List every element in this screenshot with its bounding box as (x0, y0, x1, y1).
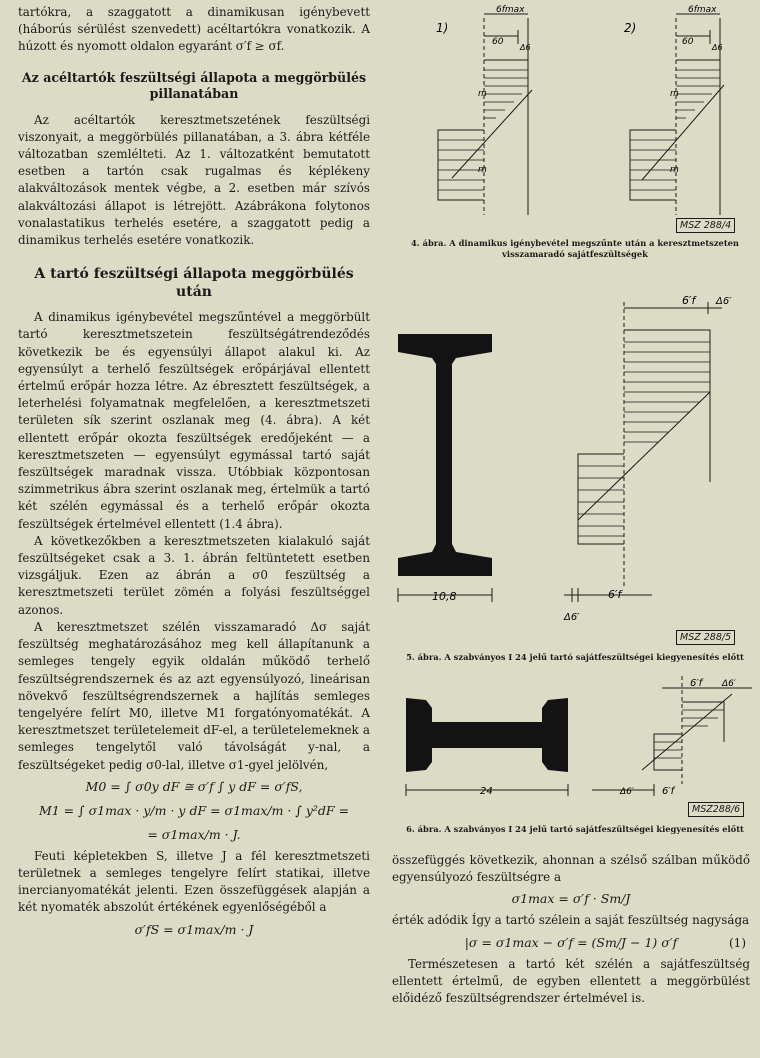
fig6-width: 24 (480, 786, 493, 797)
figure-5-tag: MSZ 288/5 (676, 630, 735, 645)
paragraph: Feuti képletekben S, illetve J a fél keresztmetszeti területnek a semleges tengelyre felírt statikai, illetve inercianyomatékát jelenti. Ezen összefüggések alapján a két nyomaték abszolút értékének egyenlőségéből a (18, 848, 370, 915)
fig4-delta-sigma: Δ6 (520, 43, 531, 52)
paragraph: A keresztmetszet szélén visszamaradó Δσ saját feszültség meghatározásához meg kell állapítanunk a semleges tengely egyik oldalán működő terhelő feszültségrendszernek és az azt egyensúlyozó, lineárisan növekvő feszültségrendszernek a hajlítás semleges tengelyére felírt M0, illetve M1 forgatónyomatékát. A keresztmetszet területelemeit dF-el, a területelemeknek a semleges tengelytől való távolságát y-nal, a feszültségeket pedig σ0-lal, illetve σ1-gyel jelölvén, (18, 619, 370, 772)
fig5-delta-sigma: Δ6′ (716, 296, 732, 307)
figure-5-caption: 5. ábra. A szabványos I 24 jelű tartó sajátfeszültségei kiegyenesítés előtt (406, 652, 744, 662)
fig6-sigma-f: 6′f (662, 786, 675, 797)
fig4-delta-sigma: Δ6 (712, 43, 723, 52)
i-beam-profile-icon (406, 698, 568, 772)
paragraph: A dinamikus igénybevétel megszűntével a meggörbült tartó keresztmetszetein feszültségátrendeződés következik be és egyensúlyi állapot alakul ki. Az egyensúlyt a terhelő feszültségek erőpárjával ellentett értelmű erőpár hozza létre. Az ébresztett feszültségek, a leterhelési folyamatnak megfelelően, a keresztmetszeti területen sík szerint oszlanak meg (4. ábra). A két ellentett erőpár okozta feszültségek eredőjeként — a keresztmetszeten — egyensúlyt egymással tartó saját feszültségek maradnak vissza. Utóbbiak központosan szimmetrikus ábra szerint oszlanak meg, értelmük a tartó két szélén egymással és a terhelő erőpár okozta feszültségek értelmével ellentett (1.4 ábra). (18, 310, 370, 531)
fig4-sigma-fmax: 6fmax (688, 5, 717, 15)
i-beam-profile-icon (398, 334, 492, 576)
equation: = σ1max/m · J. (147, 826, 241, 842)
fig4-label-2: 2) (624, 21, 637, 35)
equation: M1 = ∫ σ1max · y/m · y dF = σ1max/m · ∫ y²dF = (38, 802, 350, 818)
section-heading: A tartó feszültségi állapota meggörbülés után (34, 266, 354, 301)
figure-4-tag: MSZ 288/4 (676, 218, 735, 233)
figure-5-diagram (392, 282, 760, 622)
fig4-m: m (478, 89, 487, 99)
paragraph: A következőkben a keresztmetszeten kialakuló saját feszültségeket csak a 3. 1. ábrán feltüntetett esetben vizsgáljuk. Ezen az ábrán a σ0 feszültség a keresztmetszeti terület zömén a folyási feszültséggel azonos. (18, 533, 370, 617)
section-heading: Az acéltartók feszültségi állapota a meggörbülés pillanatában (21, 69, 367, 101)
fig4-sigma-fmax: 6fmax (496, 5, 525, 15)
equation: σ′fS = σ1max/m · J (134, 921, 254, 937)
paragraph: Természetesen a tartó két szélén a sajátfeszültség ellentett értelmű, de egyben ellentett a meggörbülést előidéző feszültségrendszer értelmével is. (392, 956, 750, 1006)
figure-6-diagram (392, 672, 760, 800)
figure-6-tag: MSZ288/6 (688, 802, 744, 817)
right-column (392, 852, 750, 1007)
fig6-delta-sigma: Δ6′ (620, 787, 634, 797)
paragraph: tartókra, a szaggatott a dinamikusan igénybevett (háborús sérülést szenvedett) acéltartókra vonatkozik. A húzott és nyomott oldalon egyaránt σ′f ≥ σf. (18, 5, 370, 54)
figure-6-caption: 6. ábra. A szabványos I 24 jelű tartó sajátfeszültségei kiegyenesítés előtt (406, 824, 744, 834)
fig5-width: 10,8 (432, 590, 457, 603)
fig6-sigma-f: 6′f (690, 678, 703, 689)
fig6-delta-sigma: Δ6′ (722, 679, 736, 689)
left-column (18, 4, 370, 943)
paragraph: összefüggés következik, ahonnan a szélső szálban működő egyensúlyozó feszültségre a (392, 853, 750, 885)
fig4-label-1: 1) (436, 21, 449, 35)
fig5-sigma-f: 6′f (608, 588, 622, 601)
fig5-sigma-f: 6′f (682, 294, 696, 307)
fig4-m: m (670, 89, 679, 99)
fig4-sigma-0: 60 (682, 37, 694, 47)
fig4-m: m (670, 165, 679, 175)
fig4-m: m (478, 165, 487, 175)
equation: σ1max = σ′f · Sm/J (511, 891, 631, 907)
equation-number: (1) (729, 935, 746, 950)
fig4-sigma-0: 60 (492, 37, 504, 47)
fig5-delta-sigma: Δ6′ (564, 612, 580, 622)
equation: |σ = σ1max − σ′f = (Sm/J − 1) σ′f (464, 934, 678, 950)
paragraph: Az acéltartók keresztmetszetének feszültségi viszonyait, a meggörbülés pillanatában, a 3. ábra kétféle változatban szemlélteti. Az 1. változatként bemutatott esetben a tartón csak rugalmas és képlékeny alakváltozások mentek végbe, a 2. esetben már szívós alakváltozási állapot is létrejött. Azábrákona folytonos vonalastatikus terhelés esetére, a szaggatott pedig a dinamikus terhelés esetére vonatkozik. (18, 112, 370, 248)
figure-4-caption: 4. ábra. A dinamikus igénybevétel megszűnte után a keresztmetszeten visszamaradó sajátfeszültségek (411, 238, 739, 259)
paragraph: érték adódik Így a tartó szélein a saját feszültség nagysága (392, 913, 750, 928)
equation: M0 = ∫ σ0y dF ≅ σ′f ∫ y dF = σ′fS, (85, 778, 303, 794)
